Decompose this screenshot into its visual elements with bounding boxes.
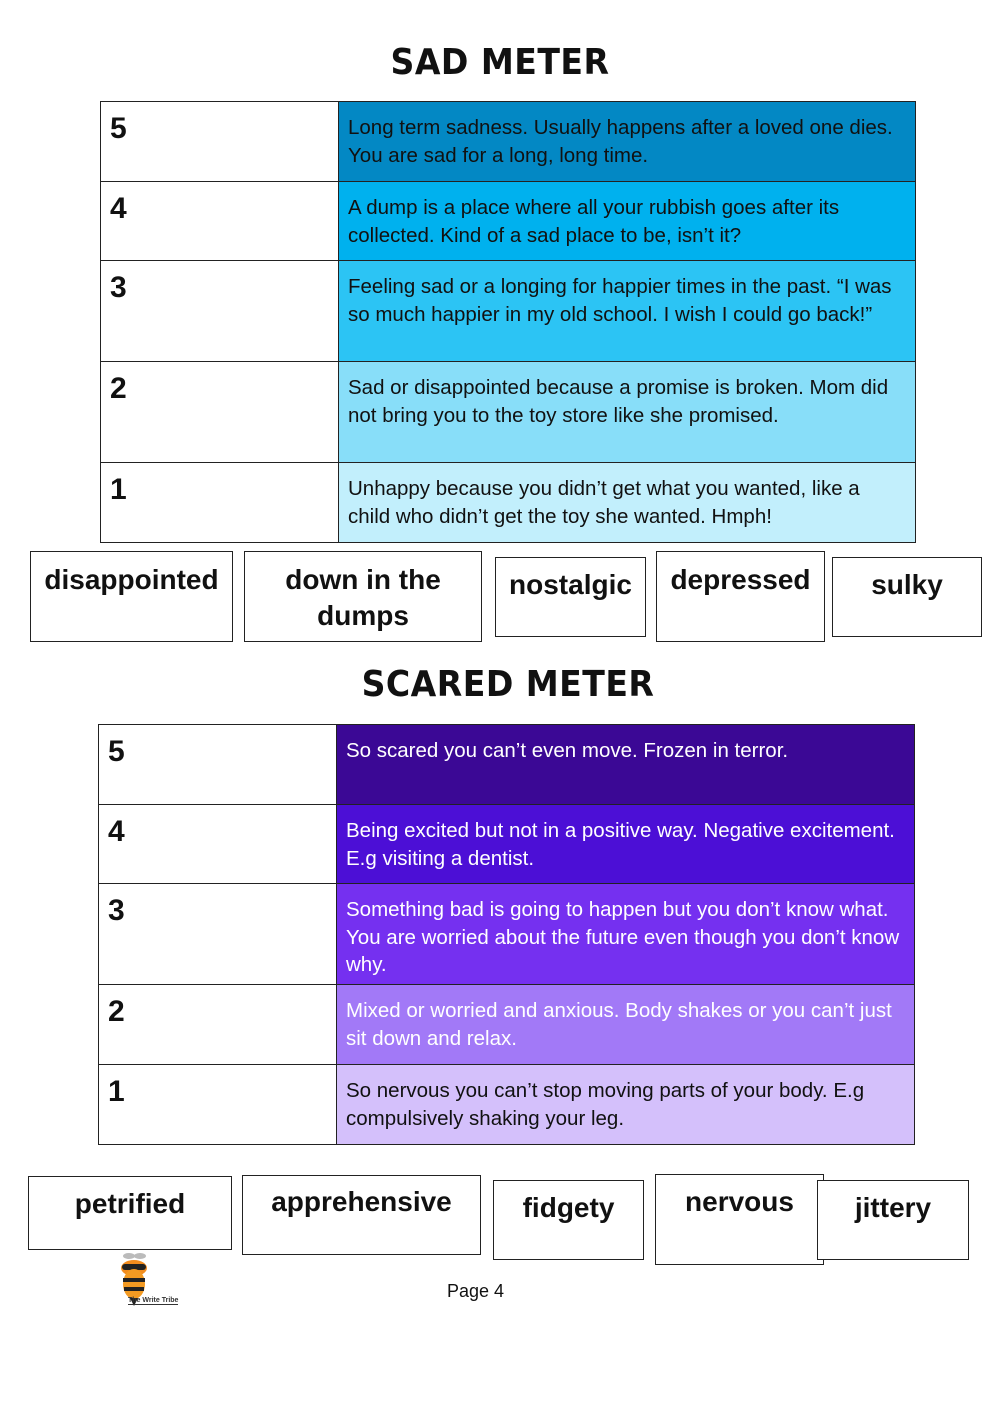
table-row xyxy=(101,102,916,182)
scared-meter-table xyxy=(98,724,915,1145)
table-row xyxy=(101,362,916,463)
sad-description-4: A dump is a place where all your rubbish goes after its collected. Kind of a sad place to be, isn’t it? xyxy=(339,182,916,261)
sad-description-2: Sad or disappointed because a promise is broken. Mom did not bring you to the toy store like she promised. xyxy=(339,362,916,463)
scared-level-5[interactable]: 5 xyxy=(99,725,337,805)
sad-description-3: Feeling sad or a longing for happier times in the past. “I was so much happier in my old school. I wish I could go back!” xyxy=(339,261,916,362)
scared-level-3[interactable]: 3 xyxy=(99,884,337,985)
table-row xyxy=(101,182,916,261)
sad-meter-table xyxy=(100,101,916,543)
page-number: Page 4 xyxy=(447,1281,505,1301)
table-row xyxy=(101,463,916,543)
word-card-apprehensive[interactable]: apprehensive xyxy=(242,1175,481,1255)
scared-description-5: So scared you can’t even move. Frozen in terror. xyxy=(337,725,915,805)
table-row xyxy=(99,884,915,985)
logo-text: The Write Tribe xyxy=(128,1297,179,1304)
word-card-petrified[interactable]: petrified xyxy=(28,1176,232,1250)
sad-level-3[interactable]: 3 xyxy=(101,261,339,362)
scared-meter-title: SCARED METER xyxy=(361,664,655,705)
sad-level-5[interactable]: 5 xyxy=(101,102,339,182)
table-row xyxy=(99,725,915,805)
word-card-jittery[interactable]: jittery xyxy=(817,1180,969,1260)
scared-level-2[interactable]: 2 xyxy=(99,985,337,1065)
scared-description-2: Mixed or worried and anxious. Body shakes or you can’t just sit down and relax. xyxy=(337,985,915,1065)
sad-description-1: Unhappy because you didn’t get what you wanted, like a child who didn’t get the toy she wanted. Hmph! xyxy=(339,463,916,543)
scared-description-1: So nervous you can’t stop moving parts of your body. E.g compulsively shaking your leg. xyxy=(337,1065,915,1145)
sad-meter-title: SAD METER xyxy=(390,42,610,83)
scared-description-4: Being excited but not in a positive way. Negative excitement. E.g visiting a dentist. xyxy=(337,805,915,884)
word-card-disappointed[interactable]: disappointed xyxy=(30,551,233,642)
word-card-fidgety[interactable]: fidgety xyxy=(493,1180,644,1260)
table-row xyxy=(99,1065,915,1145)
table-row xyxy=(99,805,915,884)
table-row xyxy=(101,261,916,362)
sad-level-4[interactable]: 4 xyxy=(101,182,339,261)
word-card-nervous[interactable]: nervous xyxy=(655,1174,824,1265)
sad-level-2[interactable]: 2 xyxy=(101,362,339,463)
word-card-nostalgic[interactable]: nostalgic xyxy=(495,557,646,637)
word-card-down-in-the-dumps[interactable]: down in the dumps xyxy=(244,551,482,642)
table-row xyxy=(99,985,915,1065)
sad-description-5: Long term sadness. Usually happens after a loved one dies. You are sad for a long, long time. xyxy=(339,102,916,182)
scared-level-1[interactable]: 1 xyxy=(99,1065,337,1145)
word-card-sulky[interactable]: sulky xyxy=(832,557,982,637)
scared-description-3: Something bad is going to happen but you don’t know what. You are worried about the future even though you don’t know why. xyxy=(337,884,915,985)
scared-level-4[interactable]: 4 xyxy=(99,805,337,884)
sad-level-1[interactable]: 1 xyxy=(101,463,339,543)
word-card-depressed[interactable]: depressed xyxy=(656,551,825,642)
bee-logo xyxy=(104,1248,196,1315)
